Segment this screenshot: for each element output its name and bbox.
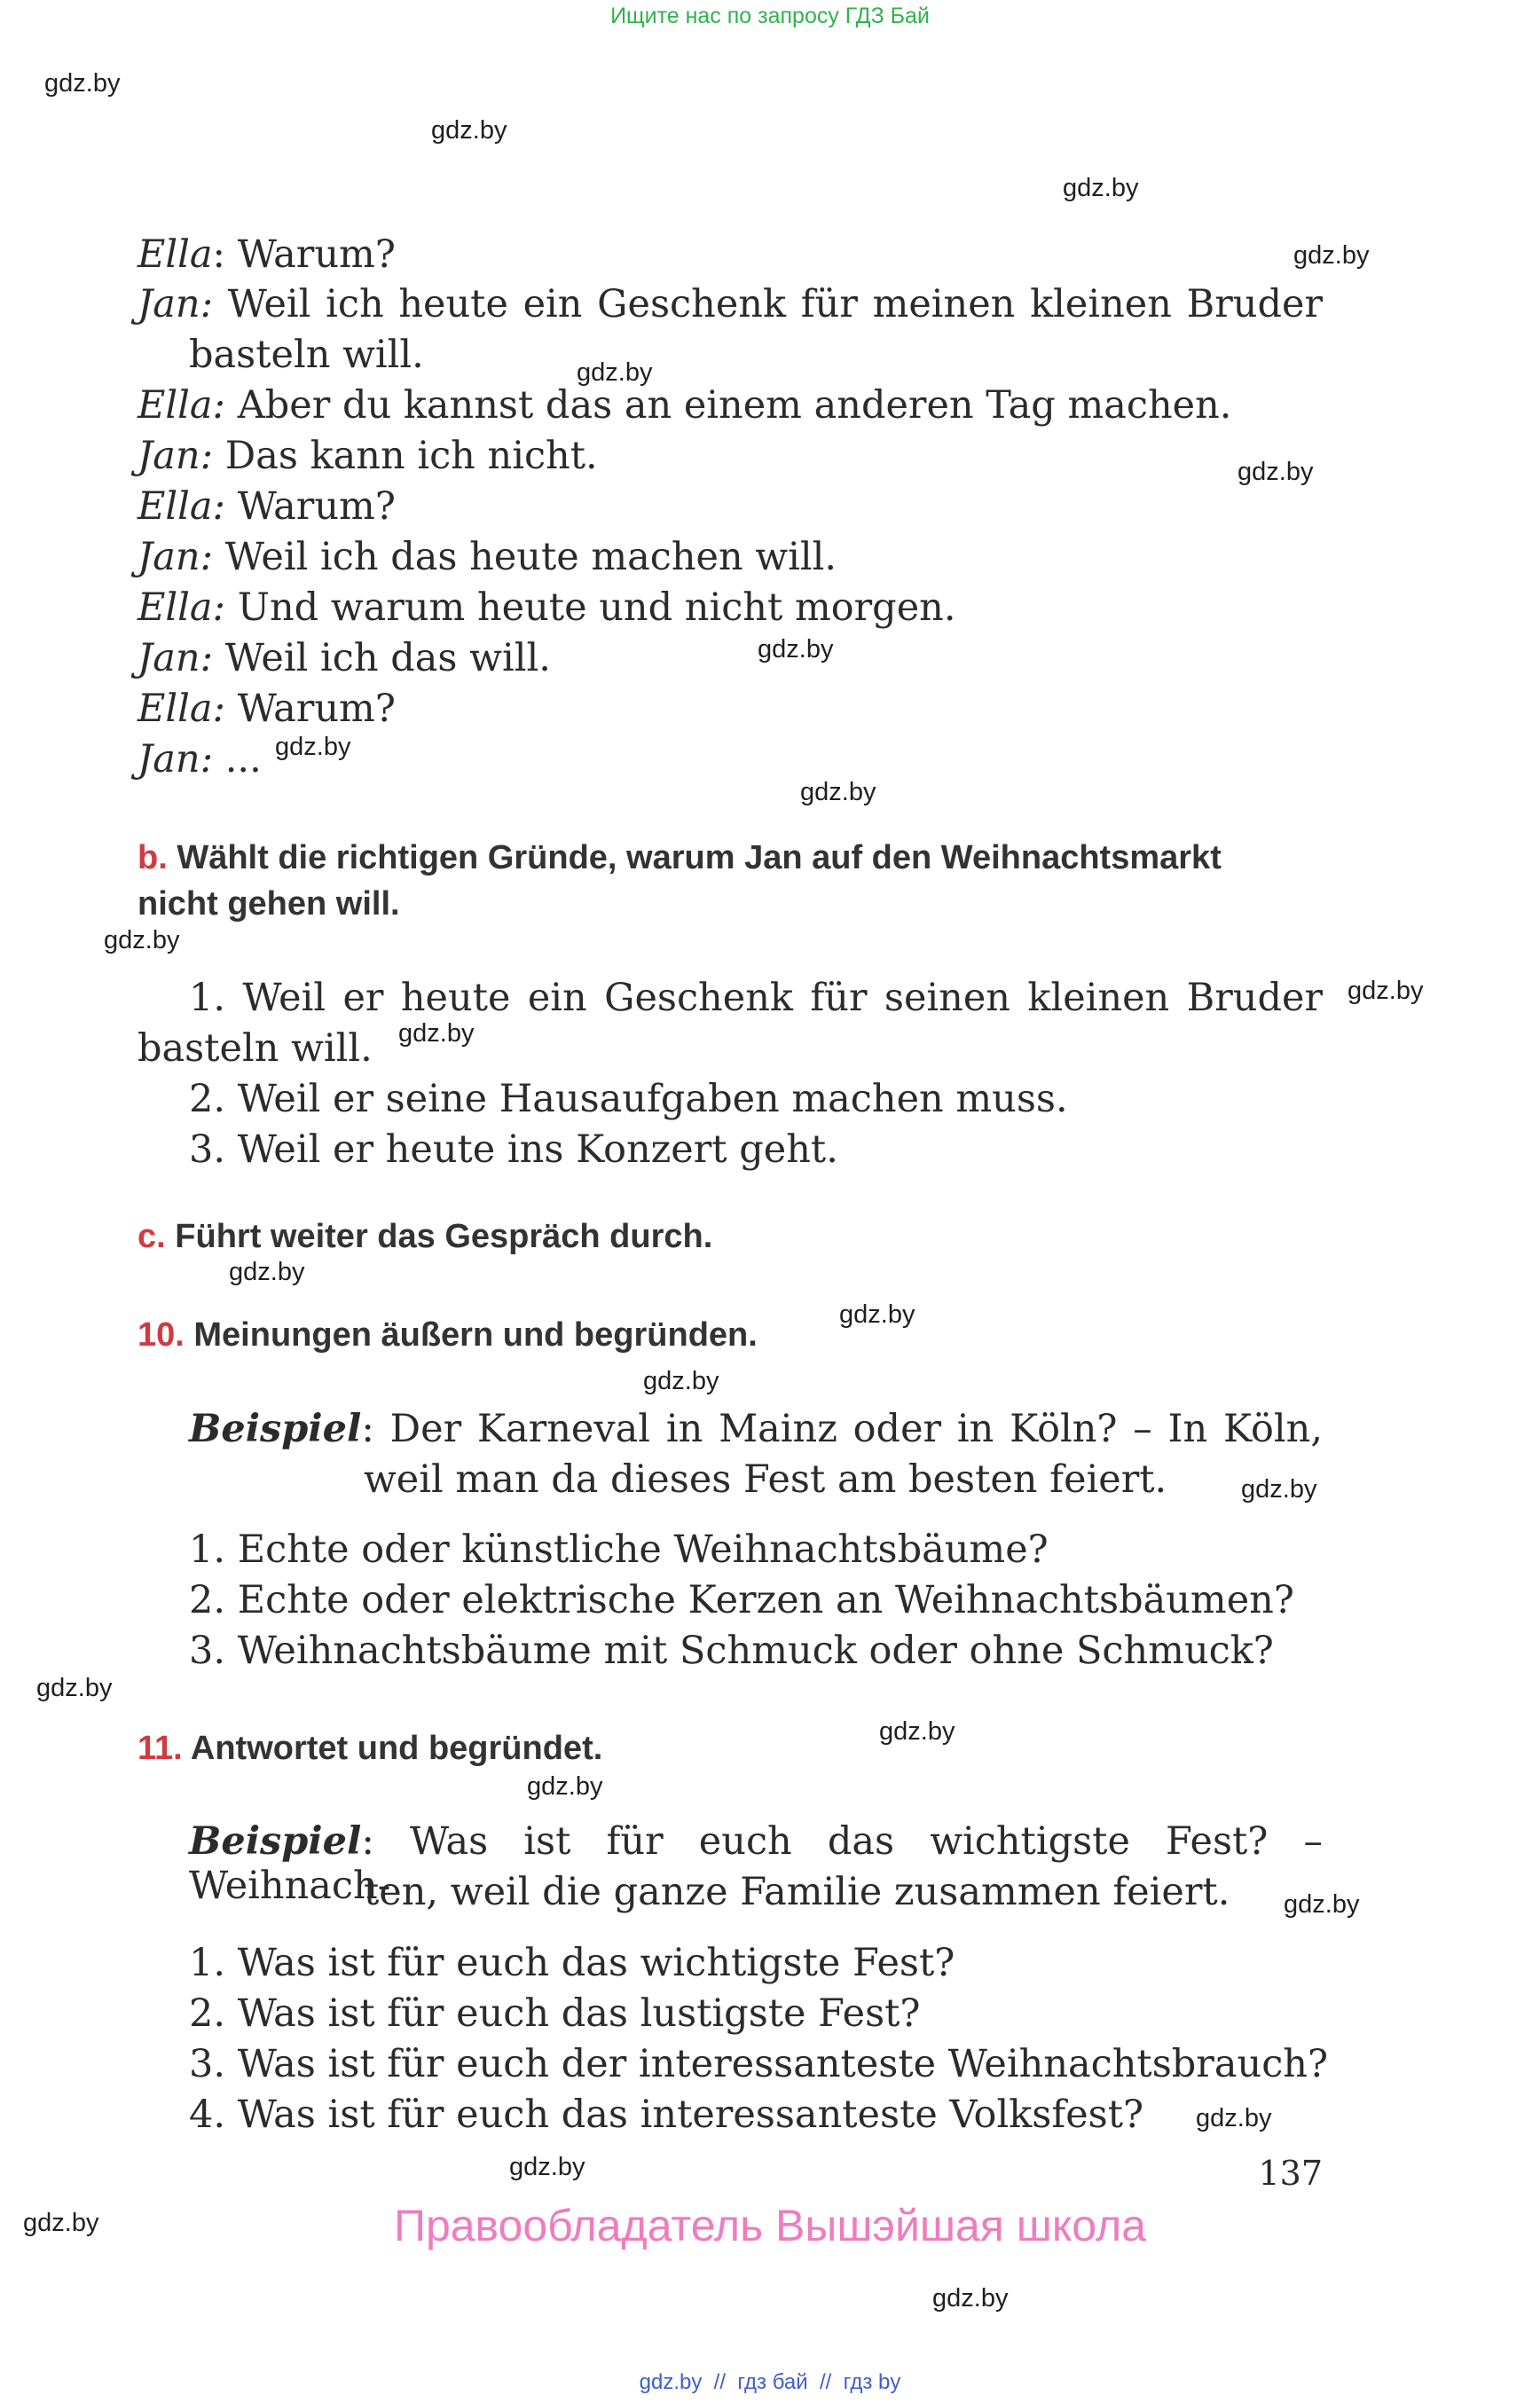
task-11-heading bbox=[138, 1730, 602, 1768]
watermark: gdz.by bbox=[839, 1300, 915, 1329]
example-text: Der Karneval in Mainz oder in Köln? – In Köln, bbox=[389, 1407, 1323, 1451]
item-number: 3. bbox=[189, 1629, 226, 1673]
speaker: Jan: bbox=[138, 434, 214, 478]
list-item bbox=[189, 1578, 1294, 1622]
watermark: gdz.by bbox=[527, 1772, 603, 1801]
dialogue-text: Das kann ich nicht. bbox=[224, 434, 598, 478]
task-b-heading-line1 bbox=[138, 839, 1222, 877]
list-item bbox=[189, 1991, 920, 2036]
task-title: Antwortet und begründet. bbox=[190, 1730, 603, 1767]
example-label: Beispiel bbox=[189, 1819, 362, 1864]
list-item bbox=[189, 1077, 1068, 1121]
item-text: Echte oder künstliche Weihnachtsbäume? bbox=[237, 1527, 1049, 1572]
dialogue-text: Weil ich das will. bbox=[224, 636, 551, 680]
footer-links: gdz.by // гдз бай // гдз by bbox=[639, 2370, 901, 2394]
watermark: gdz.by bbox=[1196, 2104, 1272, 2132]
speaker: Jan: bbox=[138, 636, 214, 680]
watermark: gdz.by bbox=[643, 1367, 719, 1395]
item-number: 3. bbox=[189, 1127, 226, 1172]
copyright-notice: Правообладатель Вышэйшая школа bbox=[394, 2201, 1146, 2250]
watermark: gdz.by bbox=[879, 1717, 955, 1746]
task-10-heading bbox=[138, 1316, 758, 1355]
item-number: 4. bbox=[189, 2093, 226, 2137]
example-continuation: weil man da dieses Fest am besten feiert. bbox=[364, 1457, 1167, 1502]
dialogue-text: Warum? bbox=[237, 687, 396, 731]
list-item bbox=[189, 1527, 1049, 1572]
watermark: gdz.by bbox=[36, 1674, 113, 1702]
watermark: gdz.by bbox=[1293, 241, 1370, 270]
dialogue-text: Und warum heute und nicht morgen. bbox=[237, 585, 956, 630]
list-item bbox=[189, 976, 1323, 1020]
dialogue-line bbox=[138, 535, 837, 579]
top-banner: Ищите нас по запросу ГДЗ Бай bbox=[610, 4, 930, 28]
watermark: gdz.by bbox=[577, 358, 653, 387]
item-text: Was ist für euch das lustigste Fest? bbox=[237, 1991, 921, 2036]
speaker-colon: : bbox=[212, 232, 226, 277]
watermark: gdz.by bbox=[1348, 977, 1424, 1005]
item-number: 2. bbox=[189, 1991, 226, 2036]
dialogue-line bbox=[138, 383, 1231, 428]
item-number: 1. bbox=[189, 1941, 226, 1985]
dialogue-line bbox=[138, 232, 396, 277]
dialogue-line bbox=[138, 585, 956, 630]
dialogue-text: Aber du kannst das an einem anderen Tag machen. bbox=[237, 383, 1232, 428]
dialogue-line bbox=[138, 484, 396, 529]
task-number: 10. bbox=[138, 1316, 185, 1354]
item-text: Was ist für euch das wichtigste Fest? bbox=[237, 1941, 955, 1985]
task-title: Meinungen äußern und begründen. bbox=[193, 1316, 758, 1354]
dialogue-text: Warum? bbox=[237, 232, 396, 277]
list-item bbox=[189, 1127, 838, 1172]
watermark: gdz.by bbox=[104, 926, 180, 954]
item-number: 1. bbox=[189, 1527, 226, 1572]
item-text: Was ist für euch das interessanteste Volksfest? bbox=[237, 2093, 1144, 2137]
speaker: Ella: bbox=[138, 484, 226, 529]
speaker: Jan: bbox=[138, 282, 214, 326]
example-colon: : bbox=[361, 1407, 374, 1451]
item-number: 1. bbox=[189, 976, 226, 1020]
item-number: 2. bbox=[189, 1077, 226, 1121]
list-item-continuation: basteln will. bbox=[138, 1026, 373, 1071]
page-number: 137 bbox=[1258, 2154, 1323, 2193]
watermark: gdz.by bbox=[800, 778, 876, 806]
watermark: gdz.by bbox=[758, 635, 834, 664]
dialogue-text: ... bbox=[224, 737, 262, 781]
task-b-heading-line2: nicht gehen will. bbox=[138, 885, 400, 923]
speaker: Ella bbox=[138, 232, 213, 277]
example-text: Was ist für euch das wichtigste Fest? – Weihnach- bbox=[189, 1819, 1323, 1908]
speaker: Ella: bbox=[138, 687, 226, 731]
task-title: Wählt die richtigen Gründe, warum Jan auf den Weihnachtsmarkt bbox=[177, 839, 1222, 876]
task-letter: c. bbox=[138, 1218, 166, 1255]
list-item bbox=[189, 2093, 1143, 2137]
dialogue-text: Weil ich heute ein Geschenk für meinen kleinen Bruder bbox=[227, 282, 1323, 326]
item-number: 3. bbox=[189, 2042, 226, 2086]
list-item bbox=[189, 2042, 1328, 2086]
watermark: gdz.by bbox=[1238, 458, 1314, 486]
dialogue-line bbox=[138, 687, 396, 731]
list-item bbox=[189, 1941, 955, 1985]
item-text: Weil er heute ins Konzert geht. bbox=[237, 1127, 838, 1172]
item-text: Weil er heute ein Geschenk für seinen kleinen Bruder bbox=[242, 976, 1324, 1020]
dialogue-line bbox=[138, 282, 1323, 326]
dialogue-line bbox=[138, 737, 262, 781]
item-text: Echte oder elektrische Kerzen an Weihnachtsbäumen? bbox=[237, 1578, 1294, 1622]
item-text: Weihnachtsbäume mit Schmuck oder ohne Schmuck? bbox=[237, 1629, 1274, 1673]
list-item bbox=[189, 1629, 1274, 1673]
item-text: Weil er seine Hausaufgaben machen muss. bbox=[237, 1077, 1068, 1121]
dialogue-continuation: basteln will. bbox=[189, 333, 424, 377]
dialogue-text: Warum? bbox=[237, 484, 396, 529]
dialogue-text: Weil ich das heute machen will. bbox=[224, 535, 837, 579]
dialogue-line bbox=[138, 636, 551, 680]
item-number: 2. bbox=[189, 1578, 226, 1622]
task-number: 11. bbox=[138, 1730, 183, 1767]
watermark: gdz.by bbox=[398, 1019, 475, 1048]
watermark: gdz.by bbox=[44, 69, 121, 98]
watermark: gdz.by bbox=[229, 1258, 305, 1286]
watermark: gdz.by bbox=[509, 2153, 585, 2181]
watermark: gdz.by bbox=[1284, 1890, 1360, 1919]
example-line bbox=[189, 1407, 1323, 1451]
speaker: Ella: bbox=[138, 585, 226, 630]
watermark: gdz.by bbox=[431, 116, 507, 145]
example-continuation: ten, weil die ganze Familie zusammen feiert. bbox=[364, 1870, 1230, 1914]
watermark: gdz.by bbox=[932, 2284, 1009, 2313]
example-label: Beispiel bbox=[189, 1407, 362, 1451]
item-text: Was ist für euch der interessanteste Weihnachtsbrauch? bbox=[237, 2042, 1329, 2086]
speaker: Jan: bbox=[138, 737, 214, 781]
task-title: Führt weiter das Gespräch durch. bbox=[175, 1218, 713, 1255]
task-c-heading bbox=[138, 1218, 712, 1256]
dialogue-line bbox=[138, 434, 598, 478]
example-colon: : bbox=[361, 1819, 374, 1864]
watermark: gdz.by bbox=[1063, 174, 1139, 202]
speaker: Ella: bbox=[138, 383, 226, 428]
watermark: gdz.by bbox=[1241, 1475, 1317, 1504]
task-letter: b. bbox=[138, 839, 168, 876]
watermark: gdz.by bbox=[23, 2209, 99, 2237]
watermark: gdz.by bbox=[275, 733, 351, 761]
speaker: Jan: bbox=[138, 535, 214, 579]
